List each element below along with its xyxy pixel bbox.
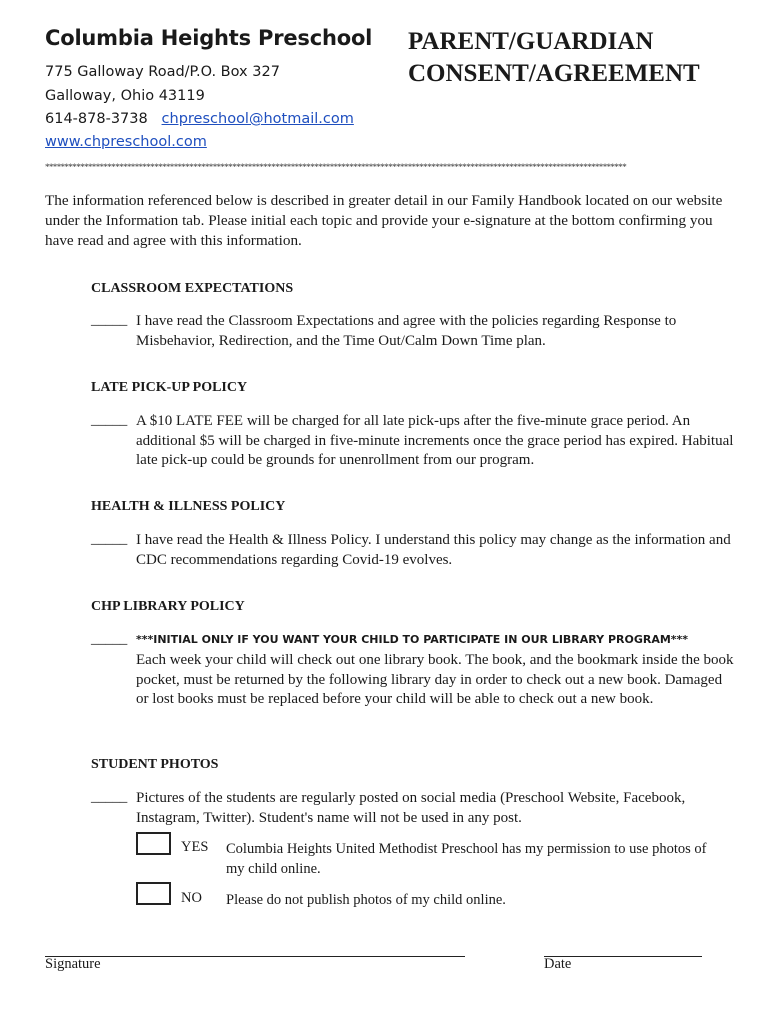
initial-blank-health[interactable]: _____ [91,531,128,547]
intro-paragraph: The information referenced below is described in greater detail in our Family Handbook located on our website under the Information tab. Please initial each topic and provide your e-signature at the bottom confirming you have read and agree with this information. [45,192,723,249]
school-name: Columbia Heights Preschool [45,26,373,50]
initial-blank-photos[interactable]: _____ [91,789,128,805]
signature-label: Signature [45,956,101,972]
separator: ***************************************************************************************************************************************************** [45,162,627,172]
no-checkbox[interactable] [136,882,171,905]
no-label: NO [181,890,202,906]
date-label: Date [544,956,572,972]
yes-checkbox[interactable] [136,832,171,855]
website-line [45,134,207,150]
contact-line [45,111,354,127]
section-title-classroom: CLASSROOM EXPECTATIONS [91,281,294,296]
yes-label: YES [181,839,209,855]
initial-blank-classroom[interactable]: _____ [91,312,128,328]
late-pickup-text: A $10 LATE FEE will be charged for all late pick-ups after the five-minute grace period. An additional $5 will be charged in five-minute increments once the grace period has expired. Habitual late pick-up could be grounds for unenrollment from our program. [136,413,734,468]
email-link[interactable]: chpreschool@hotmail.com [161,111,354,127]
website-link[interactable]: www.chpreschool.com [45,134,207,150]
section-title-photos: STUDENT PHOTOS [91,757,219,772]
phone-number: 614-878-3738 [45,111,148,127]
initial-blank-late-pickup[interactable]: _____ [91,412,128,428]
section-title-late-pickup: LATE PICK-UP POLICY [91,380,248,395]
no-text: Please do not publish photos of my child online. [226,892,506,908]
section-title-library: CHP LIBRARY POLICY [91,599,245,614]
health-text: I have read the Health & Illness Policy. I understand this policy may change as the information and CDC recommendations regarding Covid-19 evolves. [136,532,731,568]
library-text: Each week your child will check out one library book. The book, and the bookmark inside the book pocket, must be returned by the following library day in order to check out a new book. Damaged or lost books must be replaced before your child will be able to check out a new book. [136,652,734,707]
initial-blank-library[interactable]: _____ [91,631,128,647]
signature-line[interactable] [45,956,465,957]
address-line-2: Galloway, Ohio 43119 [45,88,205,104]
address-line-1: 775 Galloway Road/P.O. Box 327 [45,64,280,80]
photos-text: Pictures of the students are regularly posted on social media (Preschool Website, Facebook, Instagram, Twitter). Student's name will not be used in any post. [136,790,686,826]
library-note: ***INITIAL ONLY IF YOU WANT YOUR CHILD TO PARTICIPATE IN OUR LIBRARY PROGRAM*** [136,633,689,646]
title-line-1: PARENT/GUARDIAN [408,28,654,55]
classroom-text: I have read the Classroom Expectations and agree with the policies regarding Response to Misbehavior, Redirection, and the Time Out/Calm Down Time plan. [136,313,677,349]
document-title [408,26,700,90]
section-title-health: HEALTH & ILLNESS POLICY [91,499,286,514]
yes-text: Columbia Heights United Methodist Preschool has my permission to use photos of my child online. [226,841,707,877]
title-line-2: CONSENT/AGREEMENT [408,60,700,87]
